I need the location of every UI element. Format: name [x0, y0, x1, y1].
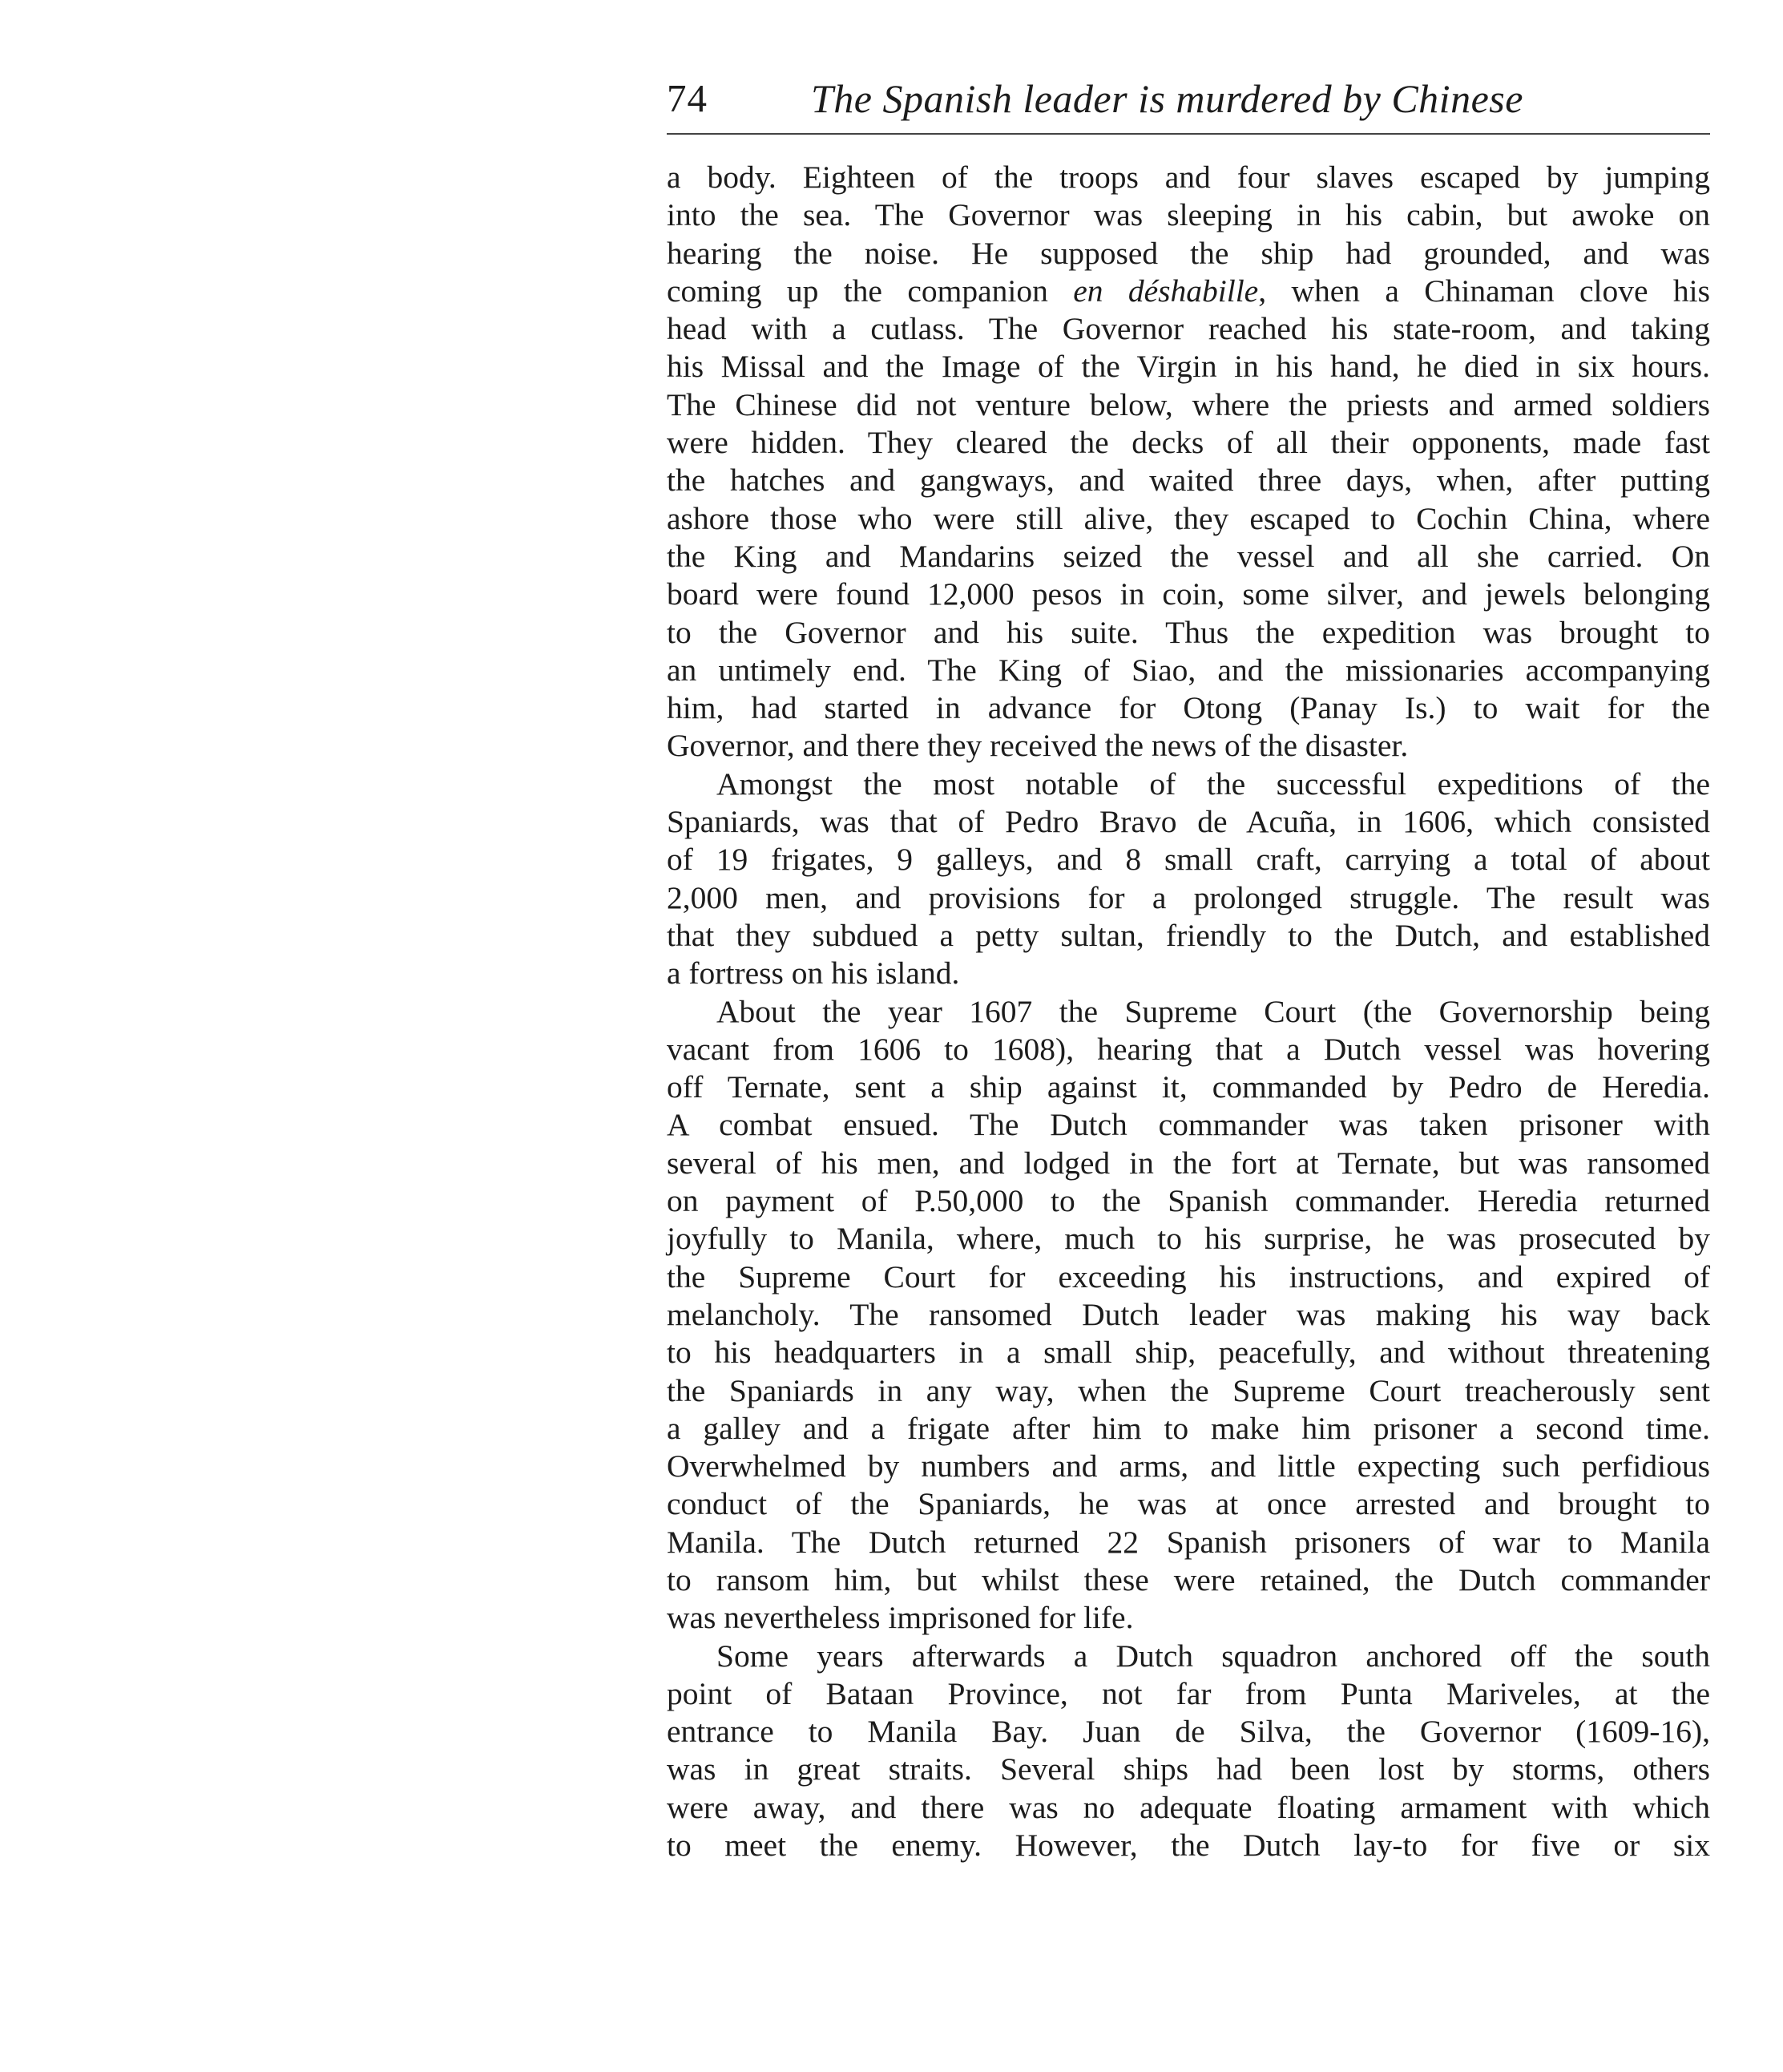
- text-line: the hatches and gangways, and waited three days, when, after putting: [667, 462, 1710, 499]
- text-line: a body. Eighteen of the troops and four slaves escaped by jumping: [667, 160, 1710, 195]
- running-header: [667, 71, 1710, 135]
- text-line: About the year 1607 the Supreme Court (the Governorship being: [716, 993, 1710, 1029]
- text-line: point of Bataan Province, not far from Punta Mariveles, at the: [667, 1675, 1710, 1711]
- text-line: him, had started in advance for Otong (Panay Is.) to wait for the: [667, 690, 1710, 726]
- page-body: [667, 159, 1710, 1864]
- text-line: into the sea. The Governor was sleeping in his cabin, but awoke on: [667, 197, 1710, 233]
- text-line: joyfully to Manila, where, much to his surprise, he was prosecuted by: [667, 1221, 1710, 1257]
- text-line: the Supreme Court for exceeding his instructions, and expired of: [667, 1258, 1710, 1294]
- text-line: the King and Mandarins seized the vessel and all she carried. On: [667, 538, 1710, 574]
- text-line: Overwhelmed by numbers and arms, and little expecting such perfidious: [667, 1448, 1710, 1484]
- header-rule: [667, 133, 1710, 135]
- text-line: of 19 frigates, 9 galleys, and 8 small craft, carrying a total of about: [667, 842, 1710, 878]
- text-line: coming up the companion en déshabille, when a Chinaman clove his: [667, 273, 1710, 309]
- running-title: The Spanish leader is murdered by Chinese: [811, 76, 1523, 121]
- text-line: head with a cutlass. The Governor reached his state-room, and taking: [667, 311, 1710, 347]
- text-line: Manila. The Dutch returned 22 Spanish prisoners of war to Manila: [667, 1524, 1710, 1560]
- text-line: a fortress on his island.: [667, 955, 960, 992]
- text-line: Governor, and there they received the news of the disaster.: [667, 728, 1409, 764]
- text-line: several of his men, and lodged in the fort at Ternate, but was ransomed: [667, 1145, 1710, 1181]
- text-line: Some years afterwards a Dutch squadron anchored off the south: [716, 1638, 1710, 1674]
- text-line: to his headquarters in a small ship, peacefully, and without threatening: [667, 1335, 1710, 1371]
- text-line: entrance to Manila Bay. Juan de Silva, the Governor (1609-16),: [667, 1714, 1710, 1750]
- text-line: 2,000 men, and provisions for a prolonged struggle. The result was: [667, 879, 1710, 915]
- text-line: to the Governor and his suite. Thus the expedition was brought to: [667, 614, 1710, 650]
- text-line: were hidden. They cleared the decks of all their opponents, made fast: [667, 425, 1710, 461]
- text-line: that they subdued a petty sultan, friendly to the Dutch, and established: [667, 917, 1710, 953]
- text-line: was nevertheless imprisoned for life.: [667, 1600, 1134, 1636]
- text-line: board were found 12,000 pesos in coin, some silver, and jewels belonging: [667, 576, 1710, 612]
- text-line: his Missal and the Image of the Virgin in his hand, he died in six hours.: [667, 349, 1710, 385]
- text-line: vacant from 1606 to 1608), hearing that a Dutch vessel was hovering: [667, 1031, 1710, 1067]
- text-line: on payment of P.50,000 to the Spanish commander. Heredia returned: [667, 1183, 1710, 1219]
- text-line: an untimely end. The King of Siao, and the missionaries accompanying: [667, 652, 1710, 688]
- text-line: The Chinese did not venture below, where the priests and armed soldiers: [667, 386, 1710, 422]
- text-line: was in great straits. Several ships had been lost by storms, others: [667, 1751, 1710, 1787]
- text-line: melancholy. The ransomed Dutch leader was making his way back: [667, 1296, 1710, 1332]
- page-number: 74: [667, 76, 708, 120]
- text-line: Amongst the most notable of the successful expeditions of the: [716, 765, 1710, 802]
- text-line: ashore those who were still alive, they escaped to Cochin China, where: [667, 500, 1710, 536]
- paragraph: [667, 993, 1710, 1638]
- text-line: to ransom him, but whilst these were retained, the Dutch commander: [667, 1561, 1710, 1597]
- paragraph: [667, 1638, 1710, 1865]
- text-line: conduct of the Spaniards, he was at once arrested and brought to: [667, 1486, 1710, 1522]
- text-line: hearing the noise. He supposed the ship had grounded, and was: [667, 235, 1710, 271]
- text-line: a galley and a frigate after him to make him prisoner a second time.: [667, 1410, 1710, 1446]
- text-line: Spaniards, was that of Pedro Bravo de Acuña, in 1606, which consisted: [667, 804, 1710, 840]
- paragraph: [667, 765, 1710, 993]
- text-line: A combat ensued. The Dutch commander was taken prisoner with: [667, 1107, 1710, 1143]
- text-line: to meet the enemy. However, the Dutch lay-to for five or six: [667, 1828, 1710, 1864]
- paragraph: [667, 159, 1710, 765]
- text-line: were away, and there was no adequate floating armament with which: [667, 1789, 1710, 1825]
- text-line: off Ternate, sent a ship against it, commanded by Pedro de Heredia.: [667, 1069, 1710, 1105]
- text-line: the Spaniards in any way, when the Supreme Court treacherously sent: [667, 1372, 1710, 1408]
